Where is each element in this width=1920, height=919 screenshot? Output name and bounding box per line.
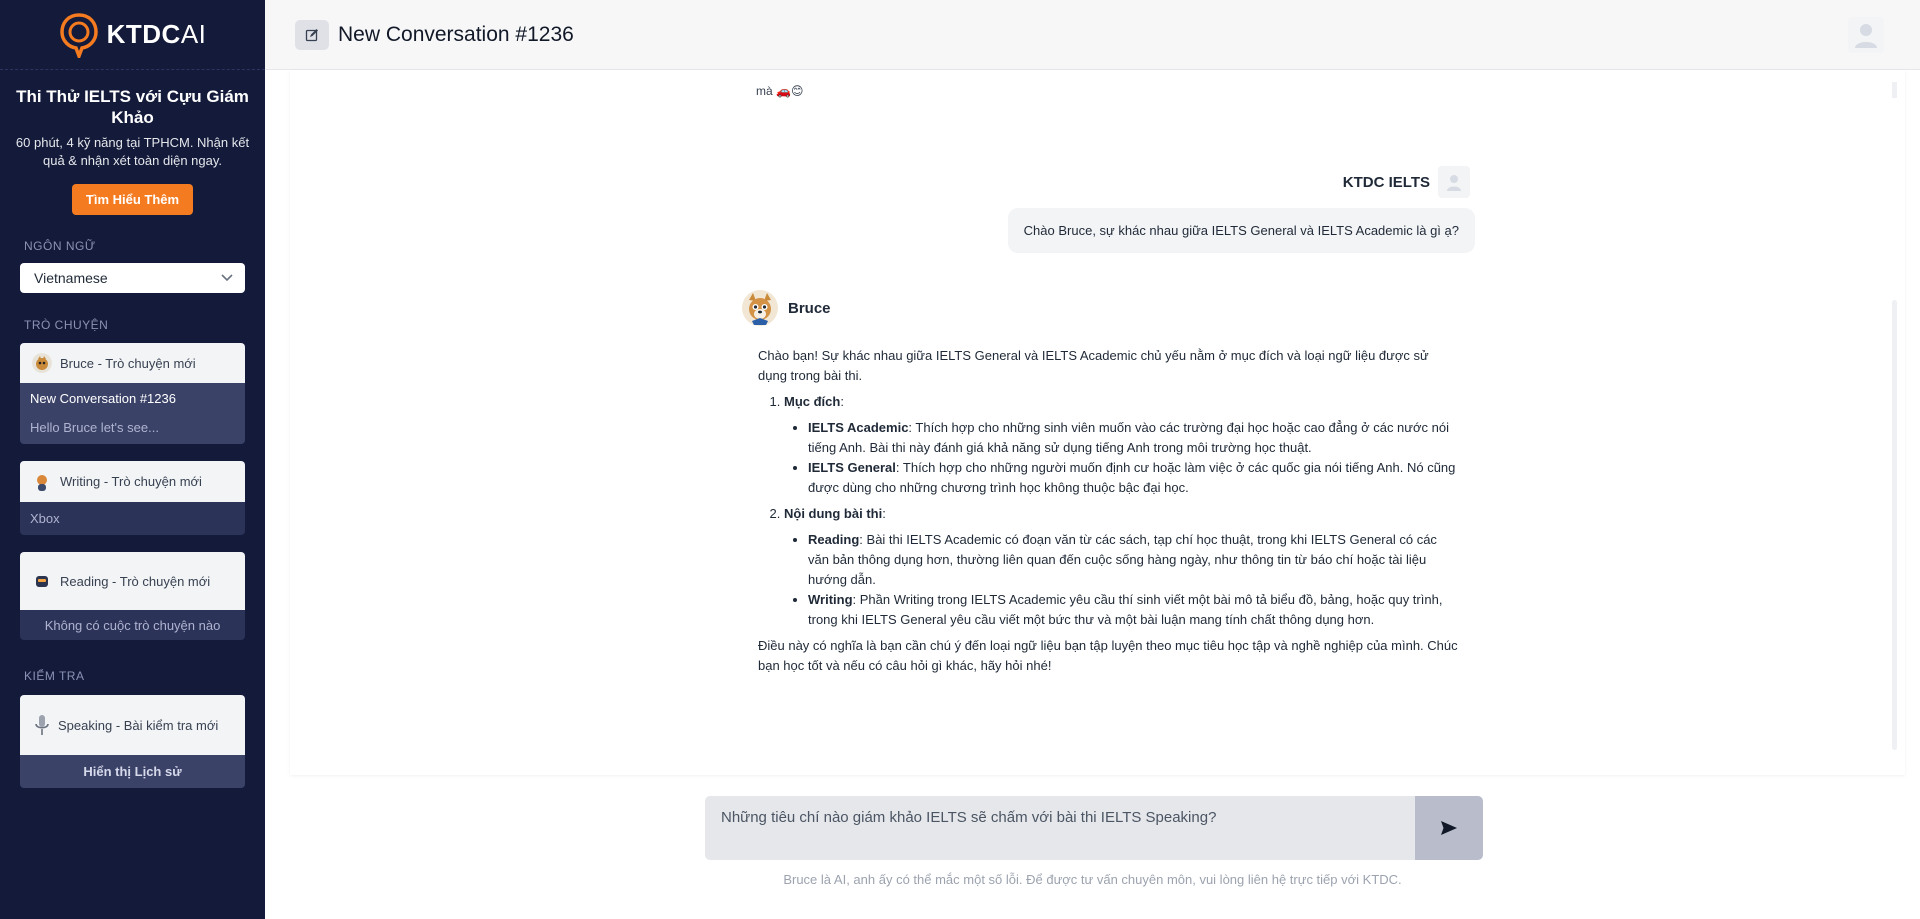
bot-name: Bruce [788,299,831,317]
conversation-preview-text: Hello Bruce let's see... [30,419,159,435]
bot-message-body [758,346,1458,682]
bot-message-header [742,290,831,326]
new-speaking-test-button[interactable] [20,695,245,755]
brand-logo[interactable] [0,0,265,70]
send-icon [1440,820,1458,836]
bullet-item [808,590,1458,630]
bullet-term: Writing [808,592,853,607]
chevron-down-icon [221,274,233,282]
bot-sections-list [784,392,1458,630]
conversation-title: New Conversation #1236 [30,391,176,406]
bot-title-writing: Writing - Trò chuyện mới [60,474,202,489]
bot-section: 1. Mục đích: • IELTS Academic: Thích hợp cho những sinh viên muốn vào các trường đại học hoặc cao đẳng ở các nước nói tiếng Anh. Bài thi này đánh giá khả năng sử dụng tiếng Anh trong môi trường học thuật. • IELTS General: Thích hợp cho những người muốn định cư hoặc làm việc ở các quốc gia nói tiếng Anh. Nó cũng được dùng cho những chương trình học không thuộc bậc đại học. [784,392,1458,498]
bot-card-writing [20,461,245,535]
bot-title-reading: Reading - Trò chuyện mới [60,573,211,589]
empty-conversations-text: Không có cuộc trò chuyện nào [44,617,221,633]
main-panel [265,0,1920,919]
test-card-speaking [20,695,245,788]
writing-avatar-icon [32,472,52,492]
bullet-item [808,458,1458,498]
edit-title-button[interactable] [295,20,329,50]
microphone-icon [34,713,50,737]
bot-section: 2. Nội dung bài thi: • Reading: Bài thi IELTS Academic có đoạn văn từ các sách, tạp chí học thuật, trong khi IELTS General có các văn bản thông dụng hơn, thường liên quan đến cuộc sống hàng ngày, như thông tin từ báo chí hoặc tài liệu hướng dẫn. • Writing: Phần Writing trong IELTS Academic yêu cầu thí sinh viết một bài mô tả biểu đồ, bảng, hoặc quy trình, trong khi IELTS General yêu cầu viết một bức thư và một bài luận mang tính chất thông dụng hơn. [784,504,1458,630]
learn-more-button[interactable]: Tìm Hiểu Thêm [72,184,193,215]
bot-intro: Chào bạn! Sự khác nhau giữa IELTS General và IELTS Academic chủ yếu nằm ở mục đích và loại ngữ liệu được sử dụng trong bài thi. [758,348,1429,383]
brand-name: KTDC [106,19,181,49]
user-avatar-icon [1444,172,1464,192]
bot-outro: Điều này có nghĩa là bạn cần chú ý đến loại ngữ liệu bạn tập luyện theo mục tiêu học tập và nghề nghiệp của mình. Chúc bạn học tốt và nếu có câu hỏi gì khác, hãy hỏi nhé! [758,638,1458,673]
user-message [1003,166,1470,253]
language-select[interactable] [20,263,245,293]
bullet-item [808,418,1458,458]
conversation-item-active[interactable] [20,383,245,414]
ktdc-logo-icon [59,12,99,58]
bullet-text: : Thích hợp cho những người muốn định cư hoặc làm việc ở các quốc gia nói tiếng Anh. Nó cũng được dùng cho những chương trình học không thuộc bậc đại học. [808,460,1456,495]
user-avatar [1438,166,1470,198]
bullet-term: Reading [808,532,860,547]
send-button[interactable] [1415,796,1483,860]
conversation-preview[interactable] [20,414,245,444]
conversation-title-header: New Conversation #1236 [338,22,574,46]
bot-card-bruce [20,343,245,444]
language-section-label: NGÔN NGỮ [24,239,96,253]
bot-card-reading [20,552,245,640]
bullet-text: : Bài thi IELTS Academic có đoạn văn từ các sách, tạp chí học thuật, trong khi IELTS General có các văn bản thông dụng hơn, thường liên quan đến cuộc sống hàng ngày, như thông tin từ báo chí hoặc tài liệu hướng dẫn. [808,532,1437,587]
ai-disclaimer: Bruce là AI, anh ấy có thể mắc một số lỗi. Để được tư vấn chuyên môn, vui lòng liên hệ trực tiếp với KTDC. [783,872,1402,887]
bullet-text: : Thích hợp cho những sinh viên muốn vào các trường đại học hoặc cao đẳng ở các nước nói tiếng Anh. Bài thi này đánh giá khả năng sử dụng tiếng Anh trong môi trường học thuật. [808,420,1449,455]
message-composer [705,796,1483,860]
new-chat-reading-button[interactable] [20,552,245,610]
test-item-title: Speaking - Bài kiểm tra mới [58,717,219,733]
bruce-avatar-icon [32,353,52,373]
promo-description: 60 phút, 4 kỹ năng tại TPHCM. Nhận kết quả & nhận xét toàn diện ngay. [15,135,250,168]
truncated-message: mà 🚗😊 [756,84,804,98]
bruce-avatar-icon [742,290,778,326]
brand-suffix: AI [180,19,207,49]
promo-banner [0,70,265,215]
section-heading: Nội dung bài thi [784,506,883,521]
empty-conversations [20,610,245,640]
language-selected-value: Vietnamese [34,270,108,286]
new-chat-bruce-button[interactable] [20,343,245,383]
user-profile-icon[interactable] [1848,17,1884,53]
bullet-item [808,530,1458,590]
user-name: KTDC IELTS [1342,173,1430,191]
new-chat-writing-button[interactable] [20,461,245,502]
bullet-term: IELTS Academic [808,420,909,435]
bot-title-bruce: Bruce - Trò chuyện mới [60,355,196,371]
edit-icon [305,28,319,42]
bullet-text: : Phần Writing trong IELTS Academic yêu cầu thí sinh viết một bài mô tả biểu đồ, bảng, hoặc quy trình, trong khi IELTS General yêu cầu viết một bức thư và một bài luận mang tính chất thông dụng hơn. [808,592,1443,627]
test-section-label: KIỂM TRA [24,669,85,683]
bullet-term: IELTS General [808,460,896,475]
promo-title: Thi Thử IELTS với Cựu Giám Khảo [16,87,249,127]
top-bar [265,0,1920,70]
message-input[interactable] [705,796,1415,860]
reading-avatar-icon [32,571,52,591]
chat-scroll-area[interactable] [290,70,1905,775]
user-message-bubble: Chào Bruce, sự khác nhau giữa IELTS General và IELTS Academic là gì ạ? [1008,208,1475,253]
conversation-item[interactable] [20,502,245,535]
chat-section-label: TRÒ CHUYỆN [24,318,109,332]
sidebar [0,0,265,919]
scrollbar[interactable] [1892,300,1897,750]
show-history-button[interactable]: Hiển thị Lịch sử [20,755,245,788]
scrollbar-top [1892,82,1897,98]
section-heading: Mục đích [784,394,841,409]
conversation-title: Xbox [30,511,60,526]
